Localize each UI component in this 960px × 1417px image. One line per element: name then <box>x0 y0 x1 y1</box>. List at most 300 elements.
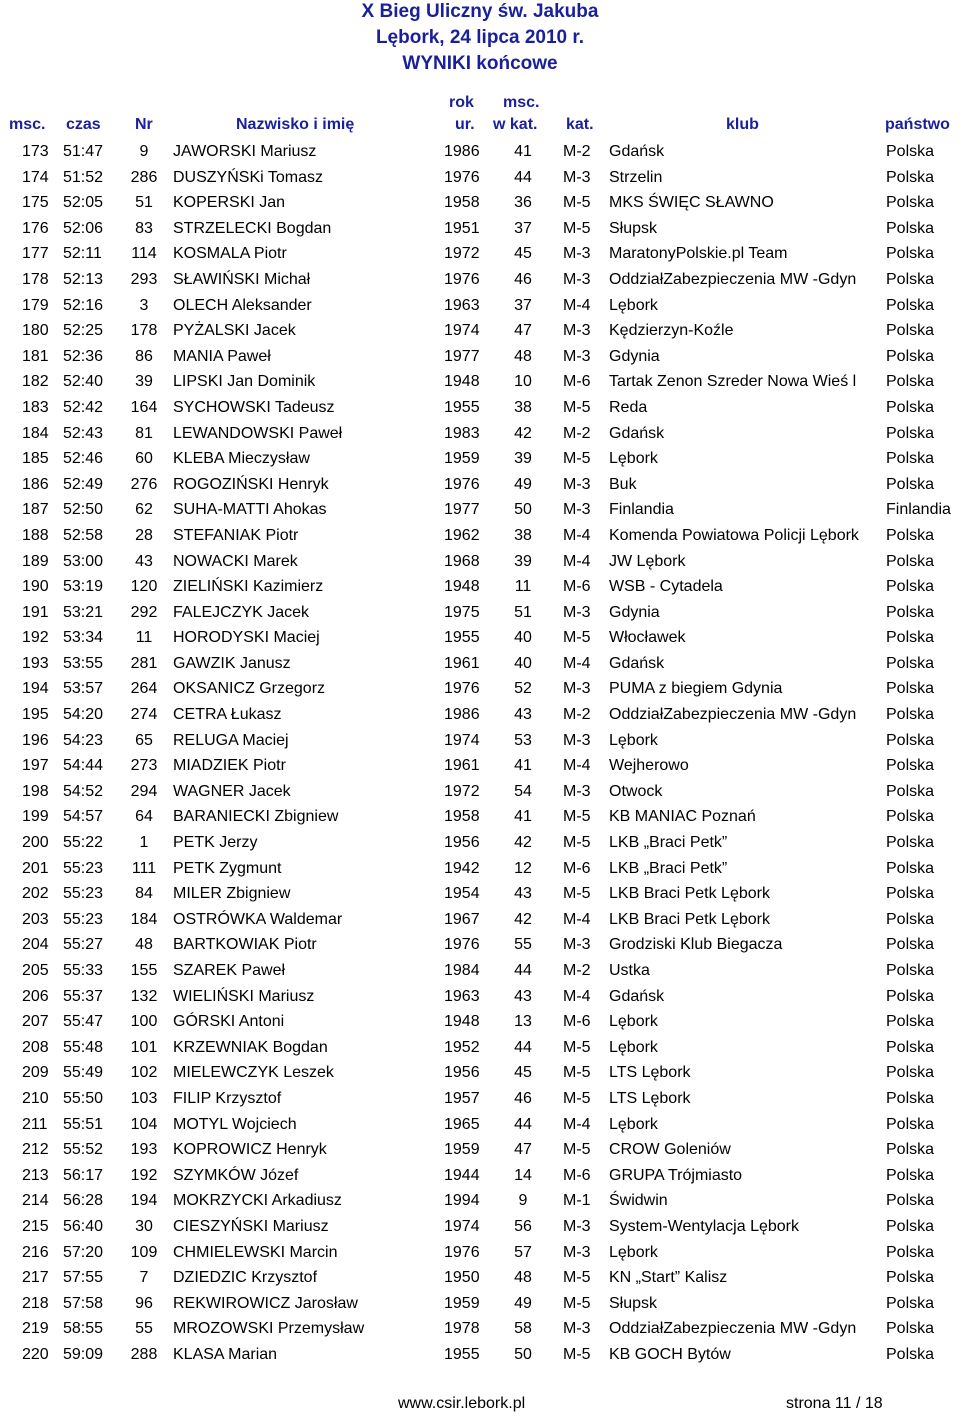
cell-nr: 293 <box>130 270 158 288</box>
table-row <box>0 523 960 549</box>
column-header-rok-bottom: ur. <box>455 116 475 133</box>
cell-czas: 57:20 <box>63 1243 104 1261</box>
cell-pan: Polska <box>886 1269 935 1287</box>
cell-nr: 178 <box>130 322 158 340</box>
results-table <box>0 139 960 1368</box>
cell-kat: M-3 <box>563 501 591 519</box>
cell-rok: 1968 <box>444 552 480 570</box>
cell-czas: 58:55 <box>63 1320 104 1338</box>
cell-czas: 51:52 <box>63 168 104 186</box>
cell-klub: PUMA z biegiem Gdynia <box>609 680 783 698</box>
cell-klub: Świdwin <box>609 1192 668 1210</box>
cell-mkat: 50 <box>514 1345 532 1363</box>
cell-msc: 175 <box>22 194 49 212</box>
cell-klub: Gdańsk <box>609 143 665 160</box>
cell-msc: 174 <box>22 168 49 186</box>
table-row <box>0 1342 960 1368</box>
cell-klub: Grodziski Klub Biegacza <box>609 936 783 954</box>
cell-klub: Buk <box>609 475 637 493</box>
cell-czas: 52:06 <box>63 219 104 237</box>
cell-czas: 52:49 <box>63 475 104 493</box>
cell-name: SYCHOWSKI Tadeusz <box>173 398 335 416</box>
table-row <box>0 165 960 191</box>
cell-rok: 1954 <box>444 885 480 903</box>
cell-mkat: 38 <box>514 526 532 544</box>
cell-czas: 53:57 <box>63 680 104 698</box>
cell-msc: 210 <box>22 1089 49 1107</box>
cell-mkat: 52 <box>514 680 532 698</box>
cell-name: ZIELIŃSKI Kazimierz <box>173 578 324 596</box>
cell-pan: Polska <box>886 194 935 212</box>
cell-klub: Kędzierzyn-Koźle <box>609 322 734 340</box>
footer-page-number: strona 11 / 18 <box>786 1395 883 1412</box>
cell-mkat: 42 <box>514 910 532 928</box>
cell-czas: 52:16 <box>63 296 104 314</box>
cell-nr: 294 <box>130 782 158 800</box>
footer-url[interactable]: www.csir.lebork.pl <box>398 1395 526 1412</box>
cell-msc: 213 <box>22 1166 49 1184</box>
cell-msc: 208 <box>22 1038 49 1056</box>
cell-czas: 54:52 <box>63 782 104 800</box>
cell-mkat: 58 <box>514 1320 532 1338</box>
cell-nr: 194 <box>130 1192 158 1210</box>
cell-nr: 81 <box>135 424 153 442</box>
cell-name: MANIA Paweł <box>173 347 271 365</box>
table-row <box>0 1060 960 1086</box>
cell-msc: 185 <box>22 450 49 468</box>
cell-czas: 55:51 <box>63 1115 104 1133</box>
cell-name: MILER Zbigniew <box>173 885 291 903</box>
cell-kat: M-3 <box>563 347 591 365</box>
cell-klub: KB GOCH Bytów <box>609 1345 731 1363</box>
cell-mkat: 39 <box>514 552 532 570</box>
cell-name: MROZOWSKI Przemysław <box>173 1320 365 1338</box>
cell-rok: 1984 <box>444 962 480 979</box>
cell-czas: 54:44 <box>63 757 104 775</box>
cell-msc: 188 <box>22 526 49 544</box>
cell-pan: Polska <box>886 296 935 314</box>
cell-mkat: 53 <box>514 731 532 749</box>
cell-czas: 51:47 <box>63 143 104 160</box>
cell-nr: 274 <box>130 706 158 724</box>
cell-msc: 177 <box>22 245 49 263</box>
cell-msc: 195 <box>22 706 49 724</box>
column-header-mkat-top: msc. <box>503 94 540 111</box>
table-row <box>0 190 960 216</box>
cell-kat: M-2 <box>563 143 591 160</box>
cell-rok: 1948 <box>444 578 480 596</box>
cell-pan: Polska <box>886 1345 935 1363</box>
cell-czas: 56:40 <box>63 1217 104 1235</box>
cell-msc: 206 <box>22 987 49 1005</box>
cell-kat: M-3 <box>563 680 591 698</box>
cell-mkat: 46 <box>514 1089 532 1107</box>
table-row <box>0 1316 960 1342</box>
cell-czas: 52:50 <box>63 501 104 519</box>
cell-msc: 198 <box>22 782 49 800</box>
cell-name: BARANIECKI Zbigniew <box>173 808 339 826</box>
cell-name: DUSZYŃSKi Tomasz <box>173 168 323 186</box>
cell-msc: 220 <box>22 1345 49 1363</box>
table-row <box>0 267 960 293</box>
table-row <box>0 1188 960 1214</box>
cell-czas: 55:23 <box>63 885 104 903</box>
table-row <box>0 625 960 651</box>
table-row <box>0 344 960 370</box>
cell-kat: M-3 <box>563 322 591 340</box>
table-row <box>0 421 960 447</box>
cell-czas: 59:09 <box>63 1345 104 1363</box>
cell-rok: 1972 <box>444 782 480 800</box>
cell-rok: 1977 <box>444 501 480 519</box>
table-row <box>0 779 960 805</box>
cell-kat: M-5 <box>563 1064 591 1082</box>
cell-klub: LKB Braci Petk Lębork <box>609 910 770 928</box>
cell-kat: M-6 <box>563 578 591 596</box>
cell-msc: 192 <box>22 629 49 647</box>
cell-pan: Polska <box>886 910 935 928</box>
page-title-line-1: X Bieg Uliczny św. Jakuba <box>361 1 599 22</box>
cell-pan: Polska <box>886 1320 935 1338</box>
cell-klub: LKB „Braci Petk” <box>609 834 728 852</box>
cell-nr: 55 <box>135 1320 153 1338</box>
cell-czas: 55:23 <box>63 910 104 928</box>
cell-klub: Wejherowo <box>609 757 689 775</box>
cell-klub: OddziałZabezpieczenia MW -Gdyn <box>609 1320 857 1338</box>
cell-msc: 194 <box>22 680 49 698</box>
cell-name: KRZEWNIAK Bogdan <box>173 1038 328 1056</box>
cell-pan: Polska <box>886 245 935 263</box>
cell-czas: 53:55 <box>63 654 104 672</box>
cell-kat: M-4 <box>563 987 591 1005</box>
cell-msc: 180 <box>22 322 49 340</box>
cell-pan: Polska <box>886 373 935 391</box>
table-row <box>0 139 960 165</box>
cell-name: SŁAWIŃSKI Michał <box>173 270 311 288</box>
cell-name: LIPSKI Jan Dominik <box>173 373 316 391</box>
cell-klub: Gdynia <box>609 347 660 365</box>
cell-czas: 53:19 <box>63 578 104 596</box>
cell-czas: 55:33 <box>63 962 104 979</box>
cell-pan: Polska <box>886 347 935 365</box>
cell-pan: Polska <box>886 1217 935 1235</box>
cell-klub: Lębork <box>609 296 658 314</box>
cell-mkat: 37 <box>514 296 532 314</box>
table-row <box>0 1112 960 1138</box>
cell-pan: Polska <box>886 987 935 1005</box>
table-row <box>0 907 960 933</box>
table-row <box>0 676 960 702</box>
cell-msc: 181 <box>22 347 49 365</box>
cell-kat: M-3 <box>563 475 591 493</box>
cell-czas: 52:13 <box>63 270 104 288</box>
cell-name: PETK Zygmunt <box>173 859 282 877</box>
cell-rok: 1976 <box>444 936 480 954</box>
cell-msc: 199 <box>22 808 49 826</box>
cell-czas: 55:50 <box>63 1089 104 1107</box>
cell-pan: Polska <box>886 424 935 442</box>
cell-pan: Polska <box>886 322 935 340</box>
cell-klub: GRUPA Trójmiasto <box>609 1166 743 1184</box>
table-row <box>0 216 960 242</box>
column-header-name: Nazwisko i imię <box>236 116 355 133</box>
cell-kat: M-4 <box>563 654 591 672</box>
cell-czas: 52:43 <box>63 424 104 442</box>
cell-rok: 1974 <box>444 731 480 749</box>
cell-klub: KB MANIAC Poznań <box>609 808 756 826</box>
cell-kat: M-5 <box>563 1345 591 1363</box>
cell-name: SUHA-MATTI Ahokas <box>173 501 327 519</box>
cell-rok: 1951 <box>444 219 480 237</box>
cell-mkat: 48 <box>514 1269 532 1287</box>
cell-nr: 264 <box>130 680 158 698</box>
cell-name: KLASA Marian <box>173 1345 278 1363</box>
cell-mkat: 10 <box>514 373 532 391</box>
cell-czas: 52:58 <box>63 526 104 544</box>
cell-pan: Polska <box>886 757 935 775</box>
cell-kat: M-5 <box>563 1141 591 1159</box>
cell-nr: 184 <box>130 910 158 928</box>
cell-name: KOPERSKI Jan <box>173 194 286 212</box>
cell-klub: LTS Lębork <box>609 1089 691 1107</box>
cell-klub: KN „Start” Kalisz <box>609 1269 728 1287</box>
cell-pan: Polska <box>886 1013 935 1031</box>
cell-rok: 1978 <box>444 1320 480 1338</box>
cell-name: OSTRÓWKA Waldemar <box>173 910 343 928</box>
cell-name: DZIEDZIC Krzysztof <box>173 1269 318 1287</box>
cell-mkat: 42 <box>514 424 532 442</box>
cell-name: STRZELECKI Bogdan <box>173 219 332 237</box>
cell-klub: Lębork <box>609 450 658 468</box>
column-header-mkat-bottom: w kat. <box>493 116 538 133</box>
cell-msc: 190 <box>22 578 49 596</box>
cell-rok: 1994 <box>444 1192 480 1210</box>
cell-name: BARTKOWIAK Piotr <box>173 936 317 954</box>
cell-nr: 288 <box>130 1345 158 1363</box>
cell-name: WIELIŃSKI Mariusz <box>173 987 315 1005</box>
cell-mkat: 49 <box>514 475 532 493</box>
cell-czas: 55:23 <box>63 859 104 877</box>
cell-nr: 114 <box>131 245 157 263</box>
cell-mkat: 13 <box>514 1013 532 1031</box>
cell-czas: 55:27 <box>63 936 104 954</box>
cell-name: GÓRSKI Antoni <box>173 1013 285 1031</box>
cell-mkat: 42 <box>514 834 532 852</box>
cell-czas: 56:28 <box>63 1192 104 1210</box>
cell-pan: Polska <box>886 1089 935 1107</box>
cell-klub: Gdańsk <box>609 424 665 442</box>
cell-rok: 1967 <box>444 910 480 928</box>
cell-klub: LTS Lębork <box>609 1064 691 1082</box>
cell-kat: M-4 <box>563 1115 591 1133</box>
cell-msc: 202 <box>22 885 49 903</box>
cell-nr: 109 <box>130 1243 158 1261</box>
cell-nr: 83 <box>135 219 153 237</box>
cell-czas: 53:21 <box>63 603 104 621</box>
cell-pan: Polska <box>886 270 935 288</box>
cell-kat: M-6 <box>563 1166 591 1184</box>
table-row <box>0 728 960 754</box>
cell-rok: 1950 <box>444 1269 480 1287</box>
cell-rok: 1974 <box>444 1217 480 1235</box>
cell-mkat: 9 <box>518 1192 528 1210</box>
cell-klub: Reda <box>609 398 648 416</box>
cell-pan: Polska <box>886 1166 935 1184</box>
cell-kat: M-5 <box>563 450 591 468</box>
cell-rok: 1944 <box>444 1166 480 1184</box>
cell-rok: 1986 <box>444 706 480 724</box>
cell-kat: M-5 <box>563 808 591 826</box>
cell-rok: 1976 <box>444 270 480 288</box>
cell-msc: 214 <box>22 1192 49 1210</box>
cell-msc: 209 <box>22 1064 49 1082</box>
cell-msc: 218 <box>22 1294 49 1312</box>
cell-klub: Słupsk <box>609 1294 658 1312</box>
cell-name: HORODYSKI Maciej <box>173 629 320 647</box>
cell-name: MIELEWCZYK Leszek <box>173 1064 334 1082</box>
cell-name: WAGNER Jacek <box>173 782 291 800</box>
column-header-kat: kat. <box>566 116 594 133</box>
cell-msc: 193 <box>22 654 49 672</box>
cell-nr: 273 <box>130 757 158 775</box>
cell-name: STEFANIAK Piotr <box>173 526 299 544</box>
cell-kat: M-6 <box>563 373 591 391</box>
table-row <box>0 1035 960 1061</box>
cell-kat: M-3 <box>563 782 591 800</box>
column-header-klub: klub <box>726 116 759 133</box>
cell-rok: 1948 <box>444 373 480 391</box>
cell-name: MOTYL Wojciech <box>173 1115 297 1133</box>
cell-kat: M-3 <box>563 168 591 186</box>
cell-msc: 196 <box>22 731 49 749</box>
cell-name: NOWACKI Marek <box>173 552 298 570</box>
cell-rok: 1986 <box>444 143 480 160</box>
cell-mkat: 14 <box>514 1166 532 1184</box>
cell-pan: Polska <box>886 168 935 186</box>
cell-name: REKWIROWICZ Jarosław <box>173 1294 358 1312</box>
cell-name: MOKRZYCKI Arkadiusz <box>173 1192 342 1210</box>
cell-nr: 62 <box>135 501 153 519</box>
cell-nr: 11 <box>135 629 153 647</box>
cell-nr: 84 <box>135 885 153 903</box>
cell-czas: 56:17 <box>63 1166 104 1184</box>
cell-rok: 1942 <box>444 859 480 877</box>
cell-rok: 1972 <box>444 245 480 263</box>
cell-klub: MaratonyPolskie.pl Team <box>609 245 788 263</box>
column-header-nr: Nr <box>135 116 153 133</box>
cell-mkat: 44 <box>514 168 532 186</box>
cell-pan: Polska <box>886 1243 935 1261</box>
cell-mkat: 41 <box>514 757 532 775</box>
cell-name: OKSANICZ Grzegorz <box>173 680 326 698</box>
cell-czas: 52:25 <box>63 322 104 340</box>
cell-pan: Polska <box>886 450 935 468</box>
cell-nr: 7 <box>139 1269 149 1287</box>
cell-czas: 55:37 <box>63 987 104 1005</box>
table-row <box>0 881 960 907</box>
cell-nr: 164 <box>130 398 158 416</box>
cell-nr: 101 <box>130 1038 158 1056</box>
cell-rok: 1983 <box>444 424 480 442</box>
cell-nr: 51 <box>135 194 153 212</box>
cell-name: KOPROWICZ Henryk <box>173 1141 327 1159</box>
table-row <box>0 446 960 472</box>
cell-czas: 52:36 <box>63 347 104 365</box>
cell-pan: Polska <box>886 962 935 979</box>
cell-name: OLECH Aleksander <box>173 296 312 314</box>
cell-rok: 1955 <box>444 1345 480 1363</box>
cell-rok: 1976 <box>444 680 480 698</box>
table-row <box>0 1291 960 1317</box>
cell-czas: 52:42 <box>63 398 104 416</box>
cell-kat: M-3 <box>563 1243 591 1261</box>
cell-rok: 1956 <box>444 1064 480 1082</box>
cell-msc: 197 <box>22 757 49 775</box>
table-row <box>0 1009 960 1035</box>
cell-kat: M-6 <box>563 1013 591 1031</box>
cell-nr: 281 <box>130 654 158 672</box>
cell-klub: Lębork <box>609 1243 658 1261</box>
cell-pan: Finlandia <box>886 501 951 519</box>
cell-klub: Lębork <box>609 731 658 749</box>
cell-mkat: 41 <box>514 808 532 826</box>
table-row <box>0 318 960 344</box>
cell-klub: LKB Braci Petk Lębork <box>609 885 770 903</box>
cell-czas: 55:49 <box>63 1064 104 1082</box>
cell-name: RELUGA Maciej <box>173 731 289 749</box>
cell-mkat: 48 <box>514 347 532 365</box>
cell-mkat: 55 <box>514 936 532 954</box>
cell-nr: 102 <box>130 1064 158 1082</box>
cell-rok: 1952 <box>444 1038 480 1056</box>
cell-pan: Polska <box>886 834 935 852</box>
cell-klub: Finlandia <box>609 501 674 519</box>
table-row <box>0 549 960 575</box>
cell-mkat: 45 <box>514 1064 532 1082</box>
cell-pan: Polska <box>886 654 935 672</box>
table-row <box>0 497 960 523</box>
cell-nr: 193 <box>130 1141 158 1159</box>
cell-rok: 1965 <box>444 1115 480 1133</box>
table-row <box>0 1163 960 1189</box>
column-header-msc: msc. <box>9 116 46 133</box>
cell-pan: Polska <box>886 475 935 493</box>
cell-rok: 1977 <box>444 347 480 365</box>
cell-name: ROGOZIŃSKI Henryk <box>173 475 329 493</box>
cell-mkat: 39 <box>514 450 532 468</box>
cell-mkat: 54 <box>514 782 532 800</box>
cell-nr: 9 <box>139 143 149 160</box>
table-row <box>0 241 960 267</box>
cell-rok: 1974 <box>444 322 480 340</box>
cell-msc: 183 <box>22 398 49 416</box>
table-row <box>0 702 960 728</box>
cell-rok: 1962 <box>444 526 480 544</box>
cell-kat: M-5 <box>563 1089 591 1107</box>
cell-msc: 219 <box>22 1320 49 1338</box>
cell-klub: Ustka <box>609 962 650 979</box>
cell-rok: 1959 <box>444 1141 480 1159</box>
cell-pan: Polska <box>886 680 935 698</box>
cell-pan: Polska <box>886 859 935 877</box>
cell-rok: 1976 <box>444 1243 480 1261</box>
cell-kat: M-1 <box>563 1192 591 1210</box>
cell-rok: 1955 <box>444 629 480 647</box>
cell-kat: M-4 <box>563 552 591 570</box>
cell-czas: 52:11 <box>63 245 102 263</box>
cell-mkat: 47 <box>514 322 532 340</box>
cell-mkat: 43 <box>514 987 532 1005</box>
